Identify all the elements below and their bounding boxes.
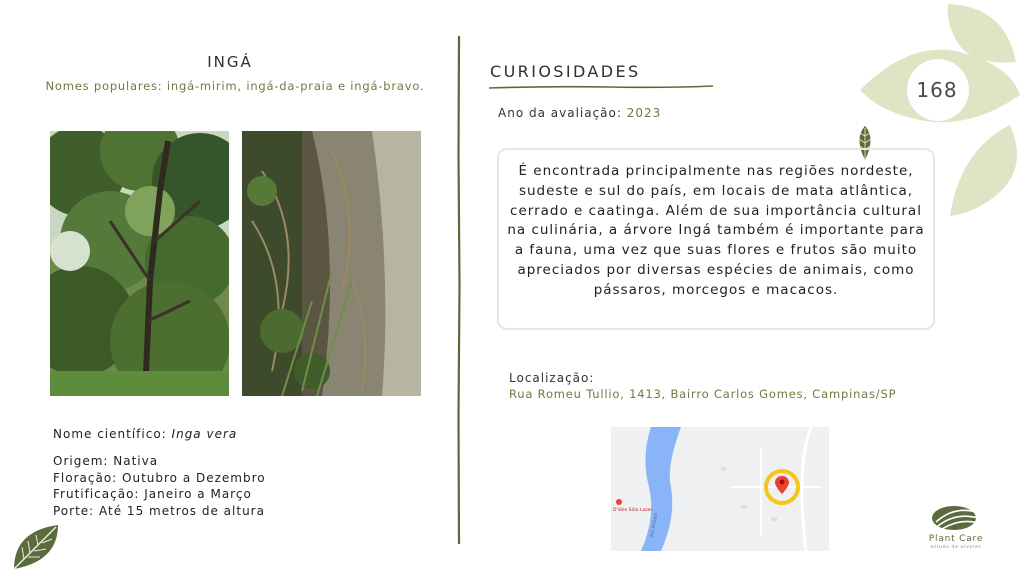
map-place-label: D'Vale Sítio Lazer xyxy=(613,508,653,513)
scientific-name-label: Nome científico: xyxy=(53,427,167,441)
size-text: Porte: Até 15 metros de altura xyxy=(53,503,265,518)
column-divider xyxy=(457,36,461,544)
location-map[interactable] xyxy=(611,427,829,551)
evaluation-year xyxy=(498,106,661,120)
location-address: Rua Romeu Tullio, 1413, Bairro Carlos Gomes, Campinas/SP xyxy=(509,387,897,401)
scientific-name-row xyxy=(53,426,237,443)
tree-name-title: INGÁ xyxy=(207,53,253,71)
leaf-icon xyxy=(10,521,62,571)
logo-tagline: estudo de arvores xyxy=(930,545,982,550)
map-marker-icon xyxy=(763,468,801,506)
scientific-name: Inga vera xyxy=(171,427,238,441)
origin-text: Origem: Nativa xyxy=(53,454,159,468)
curiosity-text: É encontrada principalmente nas regiões nordeste, sudeste e sul do país, em locais de mata atlântica, cerrado e caatinga. Além de sua importância cultural na culinária, a árvore Ingá também é importante para a fauna, uma vez que suas flores e frutos são muito apreciados por diversas espécies de animais, como pássaros, morcegos e macacos. xyxy=(507,163,925,298)
page-number-badge: 168 xyxy=(916,78,958,102)
location-label: Localização: xyxy=(509,371,595,385)
year-value: 2023 xyxy=(626,106,662,120)
section-heading: CURIOSIDADES xyxy=(490,62,641,81)
map-river-label: Rio Atibaia xyxy=(650,512,660,538)
plant-care-logo-icon xyxy=(930,502,982,534)
tree-details xyxy=(53,453,266,519)
flowering-text: Floração: Outubro a Dezembro xyxy=(53,470,266,485)
leaf-cluster-icon xyxy=(860,0,1024,225)
year-label: Ano da avaliação: xyxy=(498,106,622,120)
logo-name: Plant Care xyxy=(928,534,984,544)
fruiting-text: Frutificação: Janeiro a Março xyxy=(53,487,252,501)
tree-photo-trunk xyxy=(242,131,421,396)
heading-underline xyxy=(489,84,713,90)
tree-photo-canopy xyxy=(50,131,229,396)
popular-names: Nomes populares: ingá-mirim, ingá-da-praia e ingá-bravo. xyxy=(45,79,425,93)
